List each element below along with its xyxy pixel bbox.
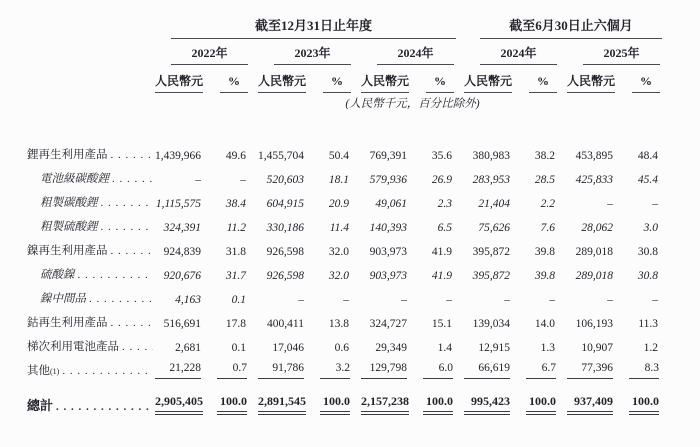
revenue-breakdown-table (27, 14, 670, 415)
percent-header: % (423, 65, 464, 93)
total-amount-cell: 2,891,545 (258, 379, 320, 415)
row-label-cell (27, 283, 155, 307)
percent-cell: 7.6 (540, 222, 556, 234)
amount-cell: 49,061 (375, 198, 407, 210)
total-amount-cell: 995,423 (464, 379, 526, 415)
amount-cell: 12,915 (478, 342, 511, 354)
row-label: 鎳再生利用產品 (27, 245, 108, 257)
total-row (27, 379, 670, 415)
total-percent-cell: 100.0 (217, 379, 258, 415)
amount-cell: 283,953 (472, 174, 511, 186)
amount-cell: 29,349 (375, 342, 407, 354)
row-label: 粗製碳酸鋰 (40, 197, 98, 209)
year-header-2024-interim: 2024年 (464, 39, 567, 65)
amount-cell: 140,393 (369, 222, 407, 234)
header-spacer (27, 39, 155, 65)
year-header-2023: 2023年 (258, 39, 361, 65)
dot-leader (62, 364, 153, 379)
percent-cell: 32.0 (328, 246, 349, 258)
header-spacer (27, 65, 155, 93)
amount-cell: 129,798 (361, 355, 423, 379)
header-spacer (27, 93, 155, 111)
percent-cell: 30.8 (637, 270, 659, 282)
amount-header: 人民幣元 (567, 65, 629, 93)
amount-cell: 330,186 (266, 222, 304, 234)
column-header-row (27, 65, 670, 93)
percent-cell: 39.8 (534, 270, 556, 282)
percent-cell: 3.2 (320, 355, 361, 379)
row-label: 電池級碳酸鋰 (40, 173, 109, 185)
amount-cell: – (401, 294, 407, 306)
percent-cell: 11.4 (329, 222, 349, 234)
percent-cell: 13.8 (328, 318, 349, 330)
table-row (27, 111, 670, 163)
amount-cell: 75,626 (478, 222, 511, 234)
period-interim-label: 截至6月30日止六個月 (480, 14, 662, 39)
percent-cell: 32.0 (328, 270, 349, 282)
row-label: 鋰再生利用產品 (27, 149, 108, 161)
percent-cell: 8.3 (629, 355, 670, 379)
percent-cell: 31.8 (225, 246, 246, 258)
percent-cell: – (446, 294, 453, 306)
percent-cell: 15.1 (431, 318, 453, 330)
amount-cell: 903,973 (369, 246, 407, 258)
amount-cell: 4,163 (175, 294, 201, 306)
dot-leader (111, 148, 154, 163)
period-annual-label: 截至12月31日止年度 (171, 14, 456, 39)
row-label-cell: 其他 (1) . . . (27, 355, 155, 379)
units-note-row (27, 93, 670, 111)
table-row (27, 235, 670, 259)
amount-cell: 28,062 (581, 222, 614, 234)
table-row (27, 163, 670, 187)
table-body (27, 111, 670, 415)
amount-cell: 1,455,704 (258, 150, 304, 162)
dot-leader (78, 268, 154, 283)
percent-cell: 3.0 (643, 222, 659, 234)
table-row (27, 355, 670, 379)
percent-cell: 49.6 (225, 150, 246, 162)
percent-cell: 45.4 (637, 174, 659, 186)
percent-cell: – (652, 294, 659, 306)
percent-cell: – (343, 294, 349, 306)
row-label-cell (27, 163, 155, 187)
percent-cell: – (652, 198, 659, 210)
total-amount-cell: 2,905,405 (155, 379, 217, 415)
percent-cell: 1.4 (437, 342, 453, 354)
percent-cell: 20.9 (328, 198, 349, 210)
amount-cell: 395,872 (472, 246, 511, 258)
amount-header: 人民幣元 (155, 65, 217, 93)
percent-cell: 2.2 (540, 198, 556, 210)
percent-cell: 30.8 (637, 246, 659, 258)
percent-cell: 1.3 (540, 342, 556, 354)
amount-cell: 926,598 (266, 246, 304, 258)
table-row (27, 211, 670, 235)
amount-cell: 1,439,966 (155, 150, 201, 162)
period-header-annual (155, 14, 464, 39)
percent-cell: 38.2 (534, 150, 556, 162)
percent-header: % (526, 65, 567, 93)
percent-header: % (217, 65, 258, 93)
amount-cell: – (607, 294, 614, 306)
row-label: 硫酸鎳 (40, 269, 75, 281)
percent-cell: – (549, 294, 556, 306)
amount-cell: 21,228 (155, 355, 217, 379)
amount-cell: 425,833 (575, 174, 614, 186)
amount-header: 人民幣元 (464, 65, 526, 93)
percent-cell: 14.0 (534, 318, 556, 330)
amount-cell: – (504, 294, 511, 306)
percent-cell: 6.7 (526, 355, 567, 379)
percent-cell: 0.1 (231, 294, 246, 306)
percent-cell: 0.6 (334, 342, 349, 354)
percent-cell: 6.5 (437, 222, 453, 234)
dot-leader (101, 196, 154, 211)
percent-header: % (320, 65, 361, 93)
percent-cell: 31.7 (225, 270, 246, 282)
amount-cell: 324,727 (369, 318, 407, 330)
percent-cell: 48.4 (637, 150, 659, 162)
row-label-cell (27, 235, 155, 259)
amount-cell: 2,681 (175, 342, 201, 354)
amount-cell: 395,872 (472, 270, 511, 282)
amount-cell: 769,391 (369, 150, 407, 162)
amount-cell: 17,046 (272, 342, 304, 354)
dot-leader (89, 292, 153, 307)
row-label-cell (27, 331, 155, 355)
percent-cell: 11.3 (638, 318, 659, 330)
table-row (27, 283, 670, 307)
amount-cell: – (298, 294, 304, 306)
year-header-row (27, 39, 670, 65)
percent-header: % (629, 65, 670, 93)
row-label-cell (27, 211, 155, 235)
amount-cell: – (607, 198, 614, 210)
percent-cell: 11.2 (226, 222, 246, 234)
amount-cell: 77,396 (567, 355, 629, 379)
total-amount-cell: 937,409 (567, 379, 629, 415)
amount-cell: 453,895 (575, 150, 614, 162)
year-header-2025-interim: 2025年 (567, 39, 670, 65)
table-row (27, 259, 670, 283)
total-amount-cell: 2,157,238 (361, 379, 423, 415)
amount-cell: 66,619 (464, 355, 526, 379)
amount-cell: 516,691 (163, 318, 201, 330)
row-label: 鎳中間品 (40, 293, 86, 305)
total-percent-cell: 100.0 (423, 379, 464, 415)
table-row (27, 307, 670, 331)
amount-cell: 380,983 (472, 150, 511, 162)
percent-cell: 50.4 (328, 150, 349, 162)
amount-cell: 10,907 (581, 342, 614, 354)
amount-cell: 21,404 (478, 198, 511, 210)
table-row (27, 331, 670, 355)
header-spacer (27, 14, 155, 39)
amount-cell: 289,018 (575, 270, 614, 282)
row-label-cell (27, 187, 155, 211)
percent-cell: 41.9 (431, 270, 453, 282)
row-label-cell (27, 111, 155, 163)
period-header-interim (464, 14, 670, 39)
units-note: (人民幣千元，百分比除外) (345, 98, 480, 110)
percent-cell: 0.1 (231, 342, 246, 354)
percent-cell: 35.6 (431, 150, 453, 162)
dot-leader (111, 244, 154, 259)
amount-cell: 1,115,575 (155, 198, 201, 210)
amount-header: 人民幣元 (361, 65, 423, 93)
total-percent-cell: 100.0 (526, 379, 567, 415)
amount-cell: 903,973 (369, 270, 407, 282)
amount-cell: 289,018 (575, 246, 614, 258)
table-row (27, 187, 670, 211)
percent-cell: 39.8 (534, 246, 556, 258)
amount-cell: 920,676 (163, 270, 201, 282)
percent-cell: 0.7 (217, 355, 258, 379)
amount-cell: 91,786 (258, 355, 320, 379)
amount-cell: 579,936 (369, 174, 407, 186)
dot-leader (111, 316, 154, 331)
year-header-2022: 2022年 (155, 39, 258, 65)
row-label: 鈷再生利用產品 (27, 317, 108, 329)
total-label-cell (27, 379, 155, 415)
percent-cell: 6.0 (423, 355, 464, 379)
amount-cell: – (195, 174, 201, 186)
row-label: 粗製硫酸鋰 (40, 221, 98, 233)
amount-cell: 106,193 (575, 318, 614, 330)
row-label: 其他 (27, 365, 50, 377)
percent-cell: 41.9 (431, 246, 453, 258)
percent-cell: – (240, 174, 246, 186)
percent-cell: 26.9 (431, 174, 453, 186)
percent-cell: 17.8 (225, 318, 246, 330)
amount-cell: 520,603 (266, 174, 304, 186)
percent-cell: 28.5 (534, 174, 556, 186)
total-percent-cell: 100.0 (320, 379, 361, 415)
dot-leader (112, 172, 153, 187)
percent-cell: 18.1 (328, 174, 349, 186)
row-label-cell (27, 307, 155, 331)
row-label-cell (27, 259, 155, 283)
amount-cell: 604,915 (266, 198, 304, 210)
amount-cell: 926,598 (266, 270, 304, 282)
percent-cell: 38.4 (225, 198, 246, 210)
period-header-row (27, 14, 670, 39)
row-label: 梯次利用電池產品 (27, 341, 119, 353)
dot-leader (122, 340, 153, 355)
amount-cell: 139,034 (472, 318, 511, 330)
amount-cell: 400,411 (267, 318, 304, 330)
percent-cell: 1.2 (643, 342, 659, 354)
total-label: 總計 (27, 398, 54, 413)
amount-cell: 324,391 (163, 222, 201, 234)
dot-leader (101, 220, 154, 235)
percent-cell: 2.3 (437, 198, 453, 210)
dot-leader (56, 398, 153, 415)
total-percent-cell: 100.0 (629, 379, 670, 415)
year-header-2024: 2024年 (361, 39, 464, 65)
amount-header: 人民幣元 (258, 65, 320, 93)
amount-cell: 924,839 (163, 246, 201, 258)
